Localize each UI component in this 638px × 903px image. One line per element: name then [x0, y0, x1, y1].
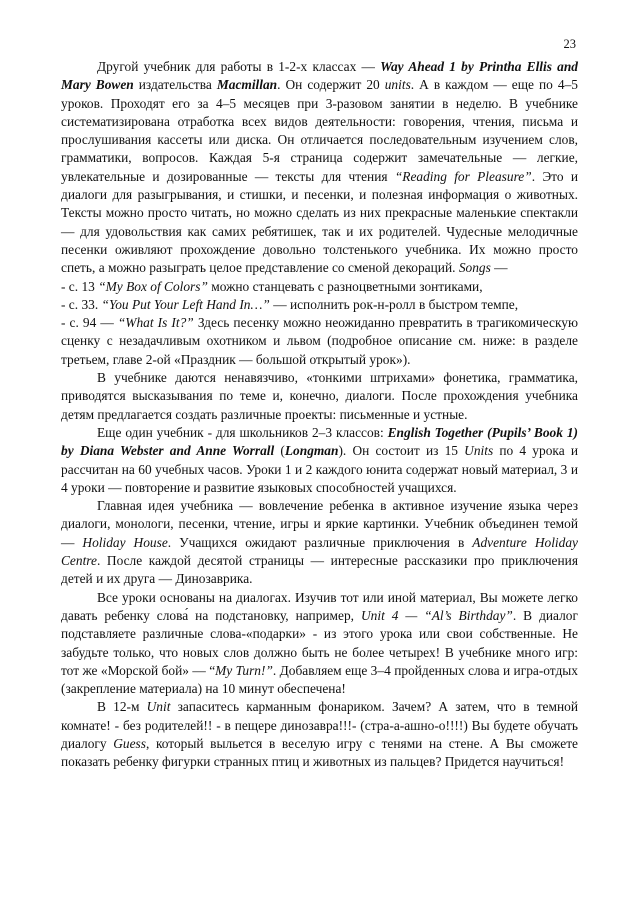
text: Главная идея учебника — вовлечение ребенка в активное изучение языка через диалоги, монологи, песенки, чтение, игры и яркие картинки. Учебник объединен темой — — [61, 498, 578, 550]
text: - с. 13 — [61, 278, 99, 294]
publisher: Longman — [284, 443, 339, 459]
term: Guess — [113, 735, 146, 751]
text: В 12-м — [97, 699, 147, 715]
text: — исполнить рок-н-ролл в быстром темпе, — [269, 296, 519, 312]
paragraph-main-idea — [61, 497, 578, 588]
text: — — [490, 260, 508, 276]
term: “Reading for Pleasure” — [394, 168, 532, 184]
text: , который выльется в веселую игру с тенями на стене. А Вы сможете показать ребенку фигурки странных птиц и животных из пальцев? Придется научиться! — [61, 735, 578, 770]
page-number: 23 — [563, 37, 576, 51]
book-title: Way Ahead 1 by Printha Ellis and Mary Bowen — [61, 59, 578, 93]
term: units — [384, 77, 411, 93]
text: по 4 урока и рассчитан на 60 учебных часов. Уроки 1 и 2 каждого юнита содержат новый материал, 3 и 4 уроки — повторение и развитие языковых способностей учащихся. — [61, 443, 578, 495]
term: Holiday House — [82, 534, 168, 550]
text: - с. 94 — — [61, 315, 118, 331]
text: Здесь песенку можно неожиданно превратить в трагикомическую сценку с незадачливым охотником и львом (подробное описание см. ниже: в разделе третьем, главе 2-ой «Праздник — большой открытый урок»). — [61, 315, 578, 367]
song-title: “What Is It?” — [117, 315, 194, 331]
paragraph-flashlight — [61, 698, 578, 771]
paragraph-phonetics — [61, 369, 578, 424]
list-item-song-1 — [61, 278, 578, 296]
text: . После каждой десятой страницы — интересные рассказики про приключения детей и их друга — Динозаврика. — [61, 553, 578, 587]
text: . Добавляем еще 3–4 пройденных слова и игра-отдых (закрепление материала) на 10 минут обеспечена! — [61, 662, 578, 697]
list-item-song-3 — [61, 314, 578, 369]
term: Units — [464, 443, 494, 459]
text: Еще один учебник - для школьников 2–3 классов: — [97, 424, 388, 440]
term: Unit — [146, 699, 171, 715]
text: ). Он состоит из 15 — [338, 443, 465, 459]
text: В учебнике даются ненавязчиво, «тонкими штрихами» фонетика, грамматика, приводятся высказывания по теме и, конечно, диалоги. После прохождения учебника детям предлагается создать различные проекты: письменные и устные. — [61, 370, 578, 422]
term: My Turn!” — [215, 662, 273, 678]
text: Другой учебник для работы в 1-2-х классах — — [97, 59, 381, 74]
text: Все уроки основаны на диалогах. Изучив тот или иной материал, Вы можете легко давать ребенку слова́ на подстановку, например, — [61, 589, 578, 623]
publisher: Macmillan — [216, 77, 278, 93]
text: . Учащихся ожидают различные приключения в — [167, 534, 473, 550]
list-item-song-2 — [61, 296, 578, 314]
text: . А в каждом — еще по 4–5 уроков. Проходят его за 4–5 месяцев при 3-разовом занятии в неделю. В учебнике систематизирована отработка всех видов деятельности: говорения, чтения, письма и прослушивания кассеты или диска. Он отличается последовательным изучением слов, грамматики, вопросов. Каждая 5-я страница содержит замечательные — легкие, увлекательные и дозированные — тексты для чтения — [61, 77, 578, 184]
song-title: “My Box of Colors” — [98, 278, 208, 294]
song-title: “You Put Your Left Hand In…” — [101, 296, 270, 312]
text: ( — [274, 443, 285, 459]
text: можно станцевать с разноцветными зонтиками, — [207, 278, 483, 294]
paragraph-dialogues — [61, 589, 578, 699]
paragraph-english-together — [61, 424, 578, 497]
text: издательства — [133, 77, 217, 93]
paragraph-way-ahead — [61, 58, 578, 278]
text: запаситесь карманным фонариком. Зачем? А затем, что в темной комнате! - без родителей!! - в пещере динозавра!!!- (стра-а-ашно-о!!!!) Вы будете обучать диалогу — [61, 699, 578, 751]
book-title: English Together (Pupils’ Book 1) by Diana Webster and Anne Worrall — [61, 424, 578, 459]
text: . Он содержит 20 — [277, 77, 385, 93]
text: - с. 33. — [61, 296, 102, 312]
term: Adventure Holiday Centre — [61, 534, 578, 569]
text: . Это и диалоги для разыгрывания, и стишки, и песенки, и полезная информация о животных. Тексты можно просто читать, но можно сделать из них прекрасные маленькие спектакли — для удовольствия как самих ребятишек, так и их родителей. Чудесные мелодичные песенки оживляют прохождение довольно толстенького учебника. Их можно просто спеть, а можно разыграть целое представление со сменой декораций. — [61, 168, 579, 276]
term: Unit 4 — “Al’s Birthday” — [360, 607, 513, 623]
text: . В диалог подставляете различные слова-«подарки» - из этого урока или свои собственные. Не забудьте только, что новых слов должно быть не более четырех! В учебнике много игр: тот же «Морской бой» — “ — [61, 607, 578, 678]
term: Songs — [458, 260, 491, 276]
document-body — [61, 38, 578, 772]
